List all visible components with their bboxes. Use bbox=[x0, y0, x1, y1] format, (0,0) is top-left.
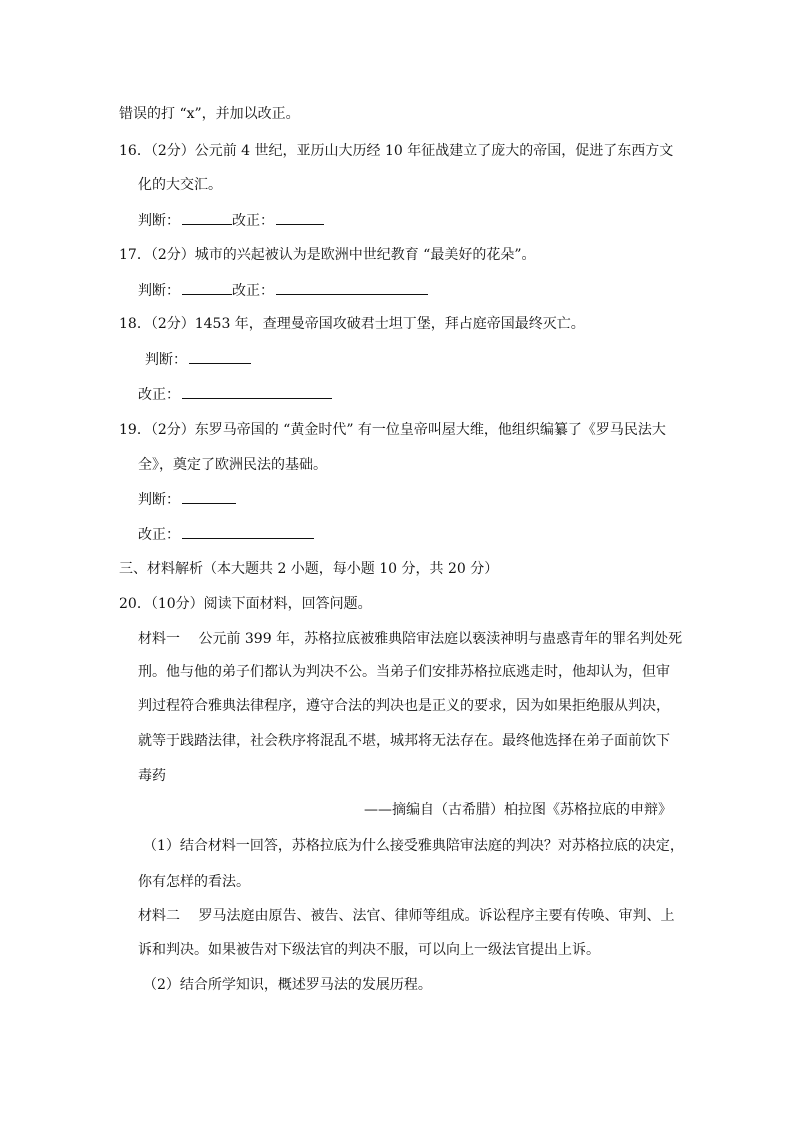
material-2-line2: 诉和判决。如果被告对下级法官的判决不服，可以向上一级法官提出上诉。 bbox=[138, 942, 600, 958]
material-1-source: ——摘编自（古希腊）柏拉图《苏格拉底的申辩》 bbox=[364, 802, 672, 818]
fix-blank[interactable] bbox=[276, 280, 428, 295]
fix-label: 改正： bbox=[232, 283, 274, 299]
fix-label: 改正： bbox=[138, 387, 180, 403]
material-2-line1: 材料二 罗马法庭由原告、被告、法官、律师等组成。诉讼程序主要有传唤、审判、上 bbox=[138, 908, 675, 924]
judge-label: 判断： bbox=[138, 283, 180, 299]
judge-label: 判断： bbox=[145, 352, 187, 368]
material-1-line3: 判过程符合雅典法律程序，遵守合法的判决也是正义的要求，因为如果拒绝服从判决， bbox=[138, 698, 670, 714]
question-16-answer-row bbox=[138, 210, 324, 231]
question-17-answer-row bbox=[138, 280, 428, 301]
question-18-fix-row bbox=[138, 384, 332, 405]
question-16-line1: 16．（2分）公元前 4 世纪，亚历山大历经 10 年征战建立了庞大的帝国，促进了东西方文 bbox=[119, 143, 674, 159]
judge-label: 判断： bbox=[138, 213, 180, 229]
judge-blank[interactable] bbox=[189, 349, 251, 364]
question-19-fix-row bbox=[138, 524, 314, 545]
fix-blank[interactable] bbox=[182, 524, 314, 539]
question-19-line1: 19．（2分）东罗马帝国的 “黄金时代” 有一位皇帝叫屋大维，他组织编纂了《罗马民法大 bbox=[119, 422, 666, 438]
fix-blank[interactable] bbox=[182, 384, 332, 399]
material-1-line1: 材料一 公元前 399 年，苏格拉底被雅典陪审法庭以亵渎神明与蛊惑青年的罪名判处死 bbox=[138, 631, 683, 647]
material-1-line5: 毒药 bbox=[138, 768, 166, 784]
question-18-line1: 18．（2分）1453 年，查理曼帝国攻破君士坦丁堡，拜占庭帝国最终灭亡。 bbox=[119, 316, 585, 332]
question-20-title: 20．（10分）阅读下面材料，回答问题。 bbox=[119, 596, 372, 612]
question-16-line2: 化的大交汇。 bbox=[138, 177, 222, 193]
fix-label: 改正： bbox=[232, 213, 274, 229]
fix-blank[interactable] bbox=[276, 210, 324, 225]
material-1-line4: 就等于践踏法律，社会秩序将混乱不堪，城邦将无法存在。最终他选择在弟子面前饮下 bbox=[138, 733, 670, 749]
fix-label: 改正： bbox=[138, 527, 180, 543]
judge-label: 判断： bbox=[138, 492, 180, 508]
material-1-line2: 刑。他与他的弟子们都认为判决不公。当弟子们安排苏格拉底逃走时，他却认为，但审 bbox=[138, 664, 670, 680]
section-3-heading: 三、材料解析（本大题共 2 小题，每小题 10 分，共 20 分） bbox=[119, 561, 499, 577]
question-17-line1: 17．（2分）城市的兴起被认为是欧洲中世纪教育 “最美好的花朵”。 bbox=[119, 247, 536, 263]
question-19-line2: 全》，奠定了欧洲民法的基础。 bbox=[138, 457, 327, 473]
sub-question-1-line1: （1）结合材料一回答，苏格拉底为什么接受雅典陪审法庭的判决？对苏格拉底的决定， bbox=[143, 838, 684, 854]
question-19-judge-row bbox=[138, 489, 236, 510]
question-18-judge-row bbox=[145, 349, 251, 370]
sub-question-1-line2: 你有怎样的看法。 bbox=[138, 874, 250, 890]
sub-question-2: （2）结合所学知识，概述罗马法的发展历程。 bbox=[143, 977, 432, 993]
judge-blank[interactable] bbox=[182, 489, 236, 504]
judge-blank[interactable] bbox=[182, 280, 232, 295]
intro-line: 错误的打 “x”，并加以改正。 bbox=[119, 106, 300, 122]
judge-blank[interactable] bbox=[182, 210, 232, 225]
